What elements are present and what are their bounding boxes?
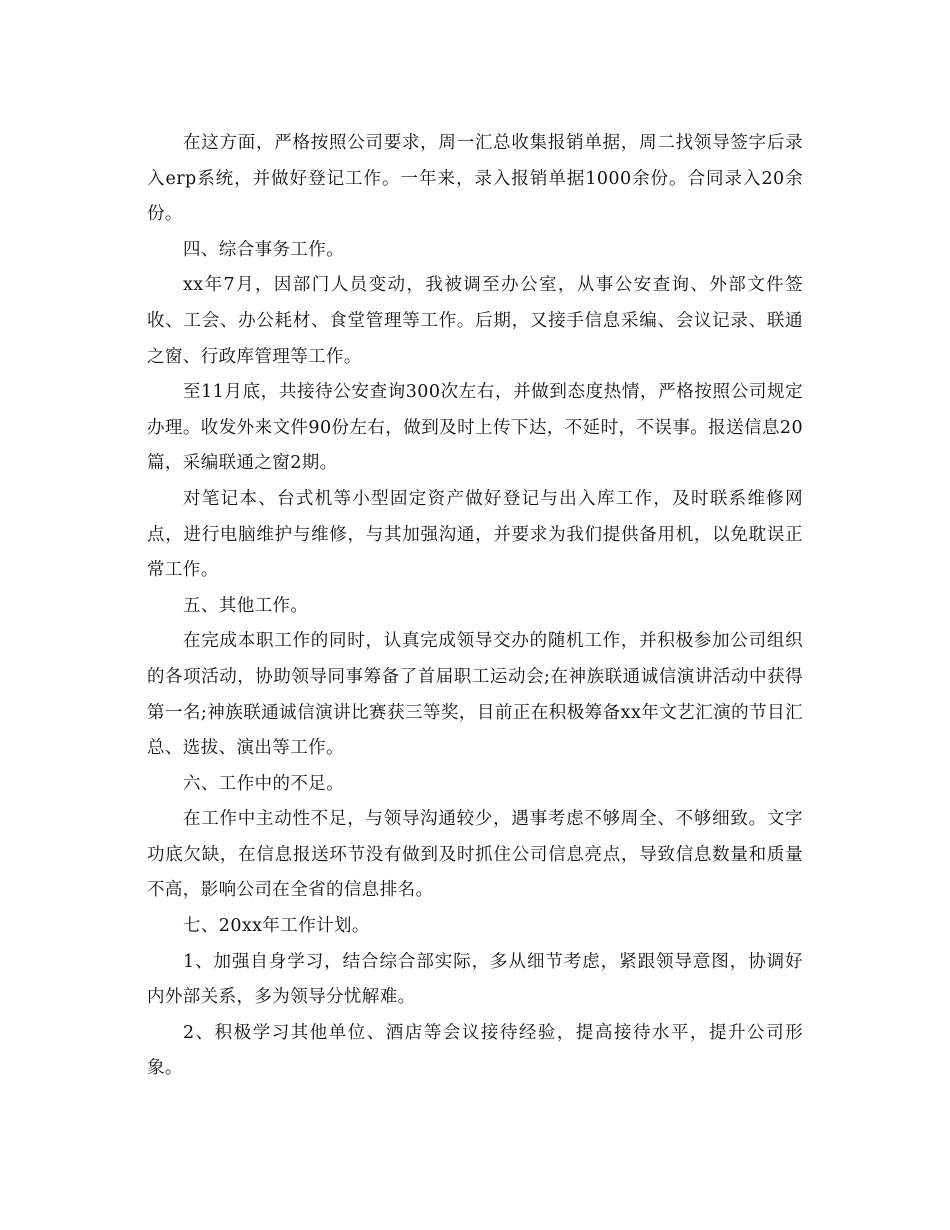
paragraph-transfer: xx年7月，因部门人员变动，我被调至办公室，从事公安查询、外部文件签收、工会、办公耗材、食堂管理等工作。后期，又接手信息采编、会议记录、联通之窗、行政库管理等工作。 — [147, 275, 803, 367]
section-heading-shortcomings: 六、工作中的不足。 — [183, 773, 345, 794]
section-heading-work-plan: 七、20xx年工作计划。 — [183, 916, 370, 937]
paragraph-assets: 对笔记本、台式机等小型固定资产做好登记与出入库工作，及时联系维修网点，进行电脑维护与维修，与其加强沟通，并要求为我们提供备用机，以免耽误正常工作。 — [147, 488, 803, 581]
section-heading-other-work: 五、其他工作。 — [183, 595, 309, 616]
paragraph-plan-item-2: 2、积极学习其他单位、酒店等会议接待经验，提高接待水平，提升公司形象。 — [147, 1022, 803, 1079]
section-heading-general-affairs: 四、综合事务工作。 — [183, 239, 345, 260]
paragraph-reimbursement: 在这方面，严格按照公司要求，周一汇总收集报销单据，周二找领导签字后录入erp系统，并做好登记工作。一年来，录入报销单据1000余份。合同录入20余份。 — [147, 133, 803, 225]
paragraph-activities: 在完成本职工作的同时，认真完成领导交办的随机工作，并积极参加公司组织的各项活动，协助领导同事筹备了首届职工运动会;在神族联通诚信演讲活动中获得第一名;神族联通诚信演讲比赛获三等奖，目前正在积极筹备xx年文艺汇演的节目汇总、选拔、演出等工作。 — [147, 631, 803, 759]
paragraph-plan-item-1: 1、加强自身学习，结合综合部实际，多从细节考虑，紧跟领导意图，协调好内外部关系，多为领导分忧解难。 — [147, 951, 803, 1008]
paragraph-statistics: 至11月底，共接待公安查询300次左右，并做到态度热情，严格按照公司规定办理。收发外来文件90份左右，做到及时上传下达，不延时，不误事。报送信息20篇，采编联通之窗2期。 — [147, 382, 803, 474]
paragraph-shortcomings: 在工作中主动性不足，与领导沟通较少，遇事考虑不够周全、不够细致。文字功底欠缺，在信息报送环节没有做到及时抓住公司信息亮点，导致信息数量和质量不高，影响公司在全省的信息排名。 — [147, 809, 803, 901]
document-page — [147, 126, 803, 1087]
